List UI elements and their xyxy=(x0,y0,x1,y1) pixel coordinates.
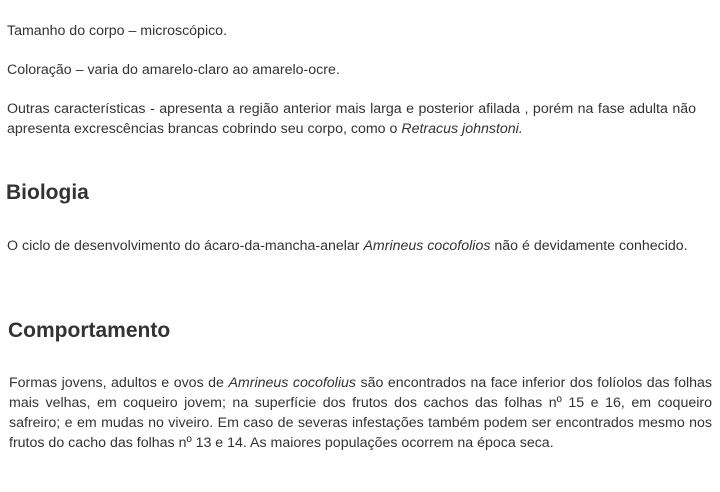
biologia-paragraph xyxy=(7,236,696,256)
biologia-text-after: não é devidamente conhecido. xyxy=(490,238,688,254)
coloration-paragraph: Coloração – varia do amarelo-claro ao amarelo-ocre. xyxy=(7,62,340,78)
comportamento-heading: Comportamento xyxy=(8,319,171,342)
species-name-retracus: Retracus johnstoni. xyxy=(401,121,523,137)
comportamento-paragraph xyxy=(9,373,712,453)
comportamento-text-before: Formas jovens, adultos e ovos de xyxy=(9,375,229,391)
biologia-heading: Biologia xyxy=(6,181,89,204)
other-characteristics-text: Outras características - apresenta a região anterior mais larga e posterior afilada , porém na fase adulta não apresenta excrescências brancas cobrindo seu corpo, como o xyxy=(7,101,696,137)
comportamento-text-after: são encontrados na face inferior dos folíolos das folhas mais velhas, em coqueiro jovem; na superfície dos frutos dos cachos das folhas nº 15 e 16, em coqueiro safreiro; e em mudas no viveiro. Em caso de severas infestações também podem ser encontrados mesmo nos frutos do cacho das folhas nº 13 e 14. As maiores populações ocorrem na época seca. xyxy=(9,375,712,451)
body-size-paragraph: Tamanho do corpo – microscópico. xyxy=(7,23,228,39)
biologia-text-before: O ciclo de desenvolvimento do ácaro-da-mancha-anelar xyxy=(7,238,364,254)
species-name-amrineus-cocofolius: Amrineus cocofolius xyxy=(228,375,356,391)
other-characteristics-paragraph xyxy=(7,99,696,139)
species-name-amrineus: Amrineus cocofolios xyxy=(363,238,491,254)
